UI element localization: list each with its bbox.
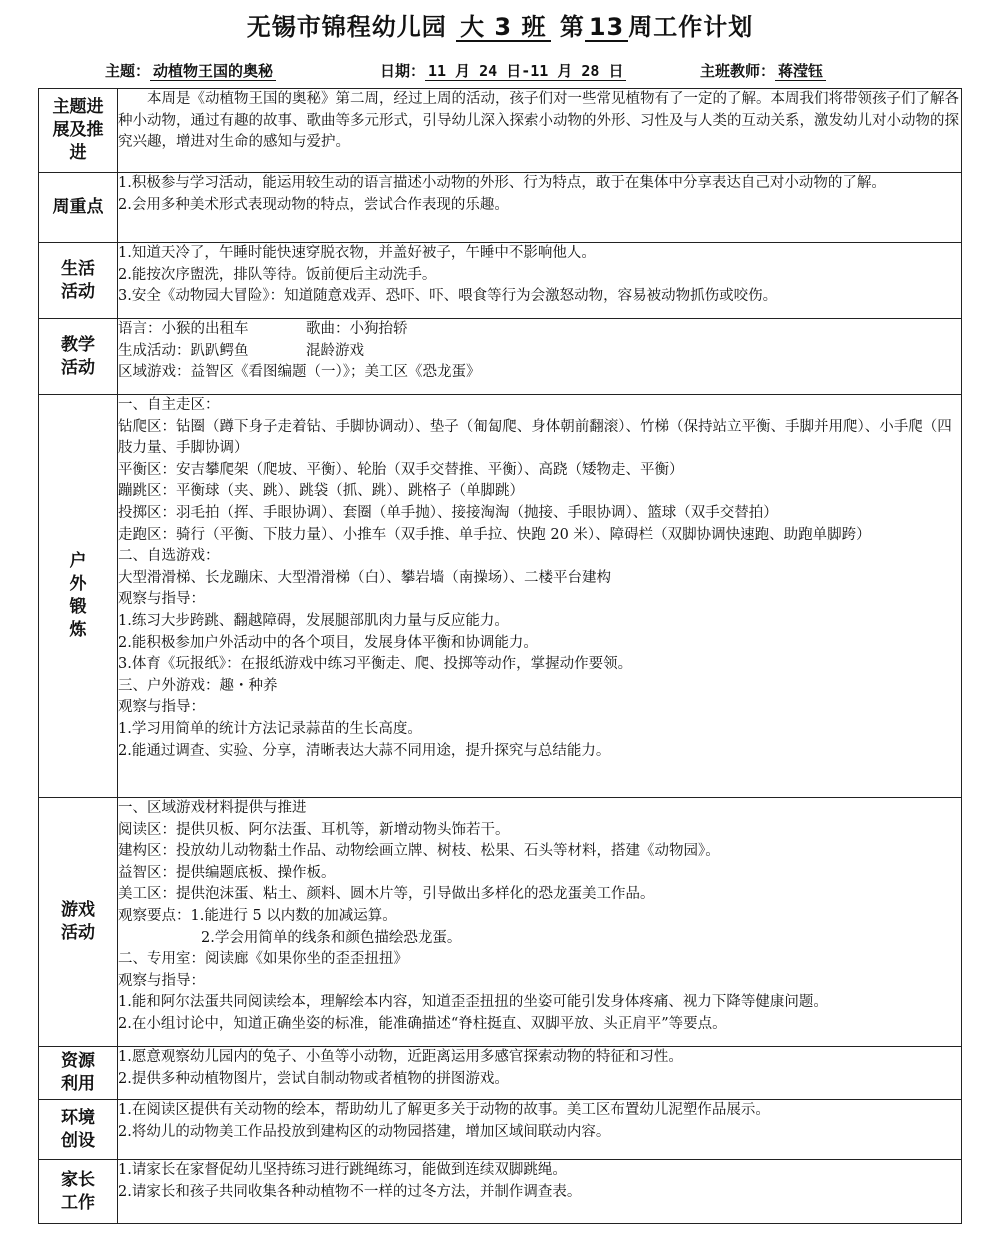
header-outdoor	[39, 395, 118, 798]
row-focus	[39, 173, 962, 243]
row-outdoor	[39, 395, 962, 798]
header-progress	[39, 89, 118, 173]
games-line: 二、专用室：阅读廊《如果你坐的歪歪扭扭》	[118, 951, 408, 968]
progress-text: 本周是《动植物王国的奥秘》第二周，经过上周的活动，孩子们对一些常见植物有了一定的了解。本周我们将带领孩子们了解各种小动物，通过有趣的故事、歌曲等多元形式，引导幼儿深入探索小动物的外形、习性及与人类的互动关系，激发幼儿对小动物的探究兴趣，增进对生命的感知与爱护。	[118, 91, 959, 151]
parents-line: 1.请家长在家督促幼儿坚持练习进行跳绳练习，能做到连续双脚跳绳。	[118, 1162, 567, 1178]
outdoor-line: 三、户外游戏：趣・种养	[118, 677, 278, 694]
focus-line: 2.会用多种美术形式表现动物的特点，尝试合作表现的乐趣。	[118, 196, 509, 213]
resources-line: 2.提供多种动植物图片，尝试自制动物或者植物的拼图游戏。	[118, 1070, 509, 1087]
row-parents	[39, 1160, 962, 1224]
focus-line: 1.积极参与学习活动，能运用较生动的语言描述小动物的外形、行为特点，敢于在集体中分享表达自己对小动物的了解。	[118, 175, 886, 191]
outdoor-line: 大型滑滑梯、长龙蹦床、大型滑滑梯（白）、攀岩墙（南操场）、二楼平台建构	[118, 569, 611, 586]
content-focus	[118, 173, 962, 243]
outdoor-line: 平衡区：安吉攀爬架（爬坡、平衡）、轮胎（双手交替推、平衡）、高跷（矮物走、平衡）	[118, 461, 684, 478]
row-life	[39, 243, 962, 319]
header-life	[39, 243, 118, 319]
content-progress	[118, 89, 962, 173]
parents-line: 2.请家长和孩子共同收集各种动植物不一样的过冬方法，并制作调查表。	[118, 1183, 582, 1200]
resources-line: 1.愿意观察幼儿园内的兔子、小鱼等小动物，近距离运用多感官探索动物的特征和习性。	[118, 1049, 683, 1065]
theme-value: 动植物王国的奥秘	[150, 62, 276, 81]
content-parents	[118, 1160, 962, 1224]
teaching-song: 歌曲：小狗抬轿	[306, 321, 408, 337]
teaching-area-games: 区域游戏：益智区《看图编题（一）》；美工区《恐龙蛋》	[118, 364, 481, 381]
date-label: 日期：	[380, 62, 426, 80]
date-field	[380, 58, 626, 84]
row-progress	[39, 89, 962, 173]
content-environment	[118, 1100, 962, 1160]
content-outdoor	[118, 395, 962, 798]
label-outdoor: 户外锻炼	[69, 551, 87, 640]
meta-row	[0, 58, 1000, 84]
outdoor-line: 观察与指导：	[118, 699, 205, 716]
header-games	[39, 798, 118, 1047]
teaching-mixed-age: 混龄游戏	[306, 342, 364, 359]
label-focus: 周重点	[52, 197, 104, 217]
outdoor-line: 二、自选游戏：	[118, 548, 220, 565]
row-environment	[39, 1100, 962, 1160]
life-line: 2.能按次序盥洗，排队等待。饭前便后主动洗手。	[118, 266, 437, 283]
page-title	[0, 8, 1000, 46]
environment-line: 2.将幼儿的动物美工作品投放到建构区的动物园搭建，增加区域间联动内容。	[118, 1123, 611, 1140]
games-line: 2.学会用简单的线条和颜色描绘恐龙蛋。	[201, 929, 462, 946]
games-line: 一、区域游戏材料提供与推进	[118, 800, 307, 816]
week-number: 13	[585, 14, 628, 42]
teacher-label: 主班教师：	[700, 62, 776, 80]
header-focus	[39, 173, 118, 243]
row-teaching	[39, 319, 962, 395]
week-prefix: 第	[559, 13, 585, 41]
games-line: 美工区：提供泡沫蛋、粘土、颜料、圆木片等，引导做出多样化的恐龙蛋美工作品。	[118, 886, 655, 903]
content-teaching	[118, 319, 962, 395]
label-parents: 家长工作	[61, 1169, 95, 1213]
header-parents	[39, 1160, 118, 1224]
outdoor-line: 2.能通过调查、实验、分享，清晰表达大蒜不同用途，提升探究与总结能力。	[118, 742, 611, 759]
class-name: 大 3 班	[456, 14, 550, 42]
header-resources	[39, 1047, 118, 1100]
header-teaching	[39, 319, 118, 395]
games-line: 观察要点：1.能进行 5 以内数的加减运算。	[118, 907, 397, 924]
week-suffix: 周工作计划	[628, 13, 754, 41]
header-environment	[39, 1100, 118, 1160]
date-value: 11 月 24 日-11 月 28 日	[425, 62, 626, 81]
outdoor-line: 一、自主走区：	[118, 397, 220, 413]
label-progress: 主题进展及推进	[52, 97, 104, 163]
games-line: 2.在小组讨论中，知道正确坐姿的标准，能准确描述“脊柱挺直、双脚平放、头正肩平”等要点。	[118, 1015, 727, 1032]
teaching-row	[118, 341, 961, 363]
life-line: 1.知道天冷了，午睡时能快速穿脱衣物，并盖好被子，午睡中不影响他人。	[118, 245, 596, 261]
teaching-row	[118, 319, 961, 341]
content-games	[118, 798, 962, 1047]
content-resources	[118, 1047, 962, 1100]
teacher-value: 蒋滢钰	[775, 62, 826, 81]
games-line: 阅读区：提供贝板、阿尔法蛋、耳机等，新增动物头饰若干。	[118, 821, 510, 838]
outdoor-line: 2.能积极参加户外活动中的各个项目，发展身体平衡和协调能力。	[118, 634, 538, 651]
outdoor-line: 1.学习用简单的统计方法记录蒜苗的生长高度。	[118, 720, 422, 737]
outdoor-line: 观察与指导：	[118, 591, 205, 608]
label-resources: 资源利用	[61, 1051, 95, 1094]
teacher-field	[700, 58, 826, 84]
life-line: 3.安全《动物园大冒险》：知道随意戏弄、恐吓、吓、喂食等行为会激怒动物，容易被动物抓伤或咬伤。	[118, 288, 778, 305]
outdoor-line: 钻爬区：钻圈（蹲下身子走着钻、手脚协调动）、垫子（匍匐爬、身体朝前翻滚）、竹梯（保持站立平衡、手脚并用爬）、小手爬（四肢力量、手脚协调）	[118, 418, 952, 457]
outdoor-line: 蹦跳区：平衡球（夹、跳）、跳袋（抓、跳）、跳格子（单脚跳）	[118, 483, 524, 500]
environment-line: 1.在阅读区提供有关动物的绘本，帮助幼儿了解更多关于动物的故事。美工区布置幼儿泥塑作品展示。	[118, 1102, 770, 1118]
games-line: 建构区：投放幼儿动物黏土作品、动物绘画立牌、树枝、松果、石头等材料，搭建《动物园》。	[118, 843, 720, 860]
theme-field	[105, 58, 276, 84]
teaching-language: 语言：小猴的出租车	[118, 321, 249, 337]
teaching-generated: 生成活动：趴趴鳄鱼	[118, 342, 249, 359]
outdoor-line: 3.体育《玩报纸》：在报纸游戏中练习平衡走、爬、投掷等动作，掌握动作要领。	[118, 656, 633, 673]
label-teaching: 教学活动	[61, 334, 95, 378]
games-line: 1.能和阿尔法蛋共同阅读绘本，理解绘本内容，知道歪歪扭扭的坐姿可能引发身体疼痛、视力下降等健康问题。	[118, 994, 828, 1011]
outdoor-line: 1.练习大步跨跳、翻越障碍，发展腿部肌肉力量与反应能力。	[118, 612, 509, 629]
games-line: 益智区：提供编题底板、操作板。	[118, 864, 336, 881]
row-resources	[39, 1047, 962, 1100]
school-name: 无锡市锦程幼儿园	[246, 13, 447, 41]
outdoor-line: 投掷区：羽毛拍（挥、手眼协调）、套圈（单手抛）、接接淘淘（抛接、手眼协调）、篮球（双手交替拍）	[118, 504, 778, 521]
label-environment: 环境创设	[61, 1107, 95, 1151]
games-line: 观察与指导：	[118, 972, 205, 989]
content-life	[118, 243, 962, 319]
label-games: 游戏活动	[61, 900, 95, 943]
theme-label: 主题：	[105, 62, 151, 80]
plan-table	[38, 88, 962, 1224]
label-life: 生活活动	[61, 258, 95, 302]
outdoor-line: 走跑区：骑行（平衡、下肢力量）、小推车（双手推、单手拉、快跑 20 米）、障碍栏（双脚协调快速跑、助跑单脚跨）	[118, 526, 871, 543]
row-games	[39, 798, 962, 1047]
